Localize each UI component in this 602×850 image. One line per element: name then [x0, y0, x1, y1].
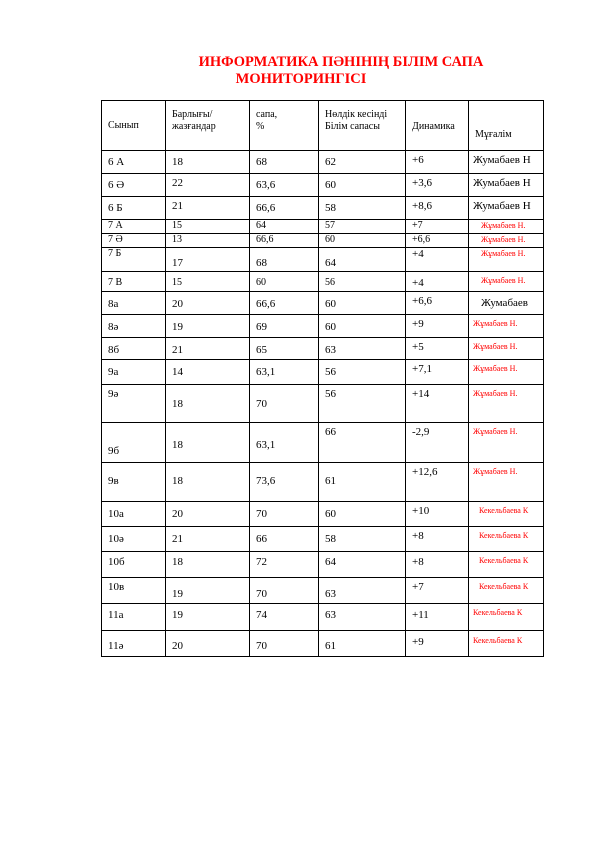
table-row — [102, 360, 544, 385]
cell-zero: 57 — [319, 220, 406, 234]
header-dynamics: Динамика — [406, 101, 469, 151]
cell-dynamics: +11 — [406, 604, 469, 631]
cell-quality: 64 — [250, 220, 319, 234]
cell-quality: 60 — [250, 272, 319, 292]
cell-quality: 63,1 — [250, 360, 319, 385]
cell-dynamics: +4 — [406, 248, 469, 272]
cell-class: 7 Б — [102, 248, 166, 272]
cell-total: 18 — [166, 151, 250, 174]
cell-zero: 64 — [319, 248, 406, 272]
cell-total: 20 — [166, 631, 250, 657]
title-line-1: ИНФОРМАТИКА ПӘНІНІҢ БІЛІМ САПА — [198, 54, 484, 70]
cell-quality: 63,1 — [250, 423, 319, 463]
cell-class: 6 Б — [102, 197, 166, 220]
cell-dynamics: +9 — [406, 315, 469, 338]
header-zero — [319, 101, 406, 151]
cell-zero: 60 — [319, 502, 406, 527]
header-row — [102, 101, 544, 151]
cell-total: 19 — [166, 578, 250, 604]
cell-zero: 60 — [319, 234, 406, 248]
cell-class: 9б — [102, 423, 166, 463]
cell-total: 22 — [166, 174, 250, 197]
table-row — [102, 527, 544, 552]
table-row — [102, 463, 544, 502]
title-line-2: МОНИТОРИНГІСІ — [235, 71, 367, 87]
cell-total: 19 — [166, 315, 250, 338]
cell-teacher: Жұмабаев Н. — [469, 463, 544, 502]
cell-teacher: Жұмабаев Н. — [469, 248, 544, 272]
cell-class: 11ә — [102, 631, 166, 657]
cell-dynamics: +3,6 — [406, 174, 469, 197]
cell-zero: 63 — [319, 338, 406, 360]
cell-zero: 60 — [319, 315, 406, 338]
cell-teacher: Жұмабаев Н. — [469, 338, 544, 360]
cell-class: 7 В — [102, 272, 166, 292]
cell-teacher: Жумабаев — [469, 292, 544, 315]
cell-zero: 64 — [319, 552, 406, 578]
cell-class: 9ә — [102, 385, 166, 423]
cell-zero: 58 — [319, 527, 406, 552]
cell-teacher: Жұмабаев Н. — [469, 234, 544, 248]
cell-teacher: Жумабаев Н — [469, 197, 544, 220]
cell-class: 10ә — [102, 527, 166, 552]
table-row — [102, 234, 544, 248]
cell-quality: 65 — [250, 338, 319, 360]
cell-dynamics: +9 — [406, 631, 469, 657]
cell-dynamics: +6 — [406, 151, 469, 174]
cell-class: 10в — [102, 578, 166, 604]
cell-dynamics: +4 — [406, 272, 469, 292]
cell-dynamics: +8 — [406, 552, 469, 578]
cell-total: 13 — [166, 234, 250, 248]
cell-zero: 60 — [319, 292, 406, 315]
cell-teacher: Жумабаев Н — [469, 174, 544, 197]
cell-dynamics: +7 — [406, 220, 469, 234]
cell-dynamics: +7 — [406, 578, 469, 604]
table-row — [102, 502, 544, 527]
header-total-line1: Барлығы/ — [172, 109, 213, 120]
cell-class: 10б — [102, 552, 166, 578]
header-class: Сынып — [102, 101, 166, 151]
cell-zero: 62 — [319, 151, 406, 174]
table-row — [102, 604, 544, 631]
cell-total: 17 — [166, 248, 250, 272]
table-row — [102, 151, 544, 174]
cell-quality: 72 — [250, 552, 319, 578]
cell-dynamics: +6,6 — [406, 234, 469, 248]
cell-quality: 70 — [250, 578, 319, 604]
header-quality — [250, 101, 319, 151]
cell-quality: 68 — [250, 151, 319, 174]
cell-class: 8ә — [102, 315, 166, 338]
cell-total: 18 — [166, 385, 250, 423]
header-zero-line2: Білім сапасы — [325, 121, 380, 132]
header-teacher: Мұғалім — [469, 101, 544, 151]
cell-dynamics: +10 — [406, 502, 469, 527]
cell-teacher: Жұмабаев Н. — [469, 220, 544, 234]
cell-zero: 63 — [319, 578, 406, 604]
header-quality-line1: сапа, — [256, 109, 278, 120]
header-quality-line2: % — [256, 121, 265, 132]
monitoring-table — [101, 100, 544, 657]
cell-dynamics: +8,6 — [406, 197, 469, 220]
cell-class: 9а — [102, 360, 166, 385]
cell-total: 18 — [166, 463, 250, 502]
cell-zero: 61 — [319, 631, 406, 657]
cell-total: 15 — [166, 220, 250, 234]
cell-quality: 73,6 — [250, 463, 319, 502]
header-zero-line1: Нөлдік кесінді — [325, 109, 388, 120]
cell-teacher: Жұмабаев Н. — [469, 272, 544, 292]
table-row — [102, 292, 544, 315]
cell-quality: 66,6 — [250, 234, 319, 248]
cell-zero: 56 — [319, 360, 406, 385]
cell-class: 10а — [102, 502, 166, 527]
table-row — [102, 338, 544, 360]
cell-teacher: Кекельбаева К — [469, 527, 544, 552]
table-row — [102, 423, 544, 463]
cell-quality: 63,6 — [250, 174, 319, 197]
document-title — [0, 54, 602, 88]
cell-dynamics: +6,6 — [406, 292, 469, 315]
table-row — [102, 578, 544, 604]
table-row — [102, 631, 544, 657]
cell-total: 21 — [166, 527, 250, 552]
cell-teacher: Жумабаев Н — [469, 151, 544, 174]
cell-quality: 68 — [250, 248, 319, 272]
cell-quality: 70 — [250, 385, 319, 423]
cell-class: 11а — [102, 604, 166, 631]
cell-teacher: Кекельбаева К — [469, 604, 544, 631]
cell-zero: 60 — [319, 174, 406, 197]
table-row — [102, 174, 544, 197]
cell-zero: 61 — [319, 463, 406, 502]
cell-quality: 66,6 — [250, 292, 319, 315]
table-row — [102, 197, 544, 220]
cell-quality: 74 — [250, 604, 319, 631]
cell-class: 9в — [102, 463, 166, 502]
cell-total: 20 — [166, 502, 250, 527]
table-row — [102, 272, 544, 292]
cell-class: 7 Ә — [102, 234, 166, 248]
cell-total: 15 — [166, 272, 250, 292]
cell-dynamics: -2,9 — [406, 423, 469, 463]
cell-quality: 70 — [250, 502, 319, 527]
cell-zero: 63 — [319, 604, 406, 631]
cell-quality: 70 — [250, 631, 319, 657]
cell-total: 20 — [166, 292, 250, 315]
cell-zero: 56 — [319, 272, 406, 292]
cell-total: 18 — [166, 423, 250, 463]
cell-class: 8а — [102, 292, 166, 315]
cell-quality: 66,6 — [250, 197, 319, 220]
cell-total: 21 — [166, 197, 250, 220]
cell-teacher: Кекельбаева К — [469, 578, 544, 604]
header-total — [166, 101, 250, 151]
table-row — [102, 315, 544, 338]
cell-quality: 66 — [250, 527, 319, 552]
cell-total: 18 — [166, 552, 250, 578]
table-row — [102, 248, 544, 272]
cell-dynamics: +12,6 — [406, 463, 469, 502]
cell-teacher: Кекельбаева К — [469, 502, 544, 527]
cell-dynamics: +14 — [406, 385, 469, 423]
cell-class: 8б — [102, 338, 166, 360]
table-row — [102, 552, 544, 578]
cell-zero: 58 — [319, 197, 406, 220]
cell-dynamics: +7,1 — [406, 360, 469, 385]
cell-teacher: Жұмабаев Н. — [469, 315, 544, 338]
cell-teacher: Жұмабаев Н. — [469, 423, 544, 463]
cell-total: 14 — [166, 360, 250, 385]
table-row — [102, 385, 544, 423]
cell-teacher: Кекельбаева К — [469, 631, 544, 657]
cell-quality: 69 — [250, 315, 319, 338]
cell-dynamics: +8 — [406, 527, 469, 552]
cell-total: 21 — [166, 338, 250, 360]
cell-teacher: Жұмабаев Н. — [469, 360, 544, 385]
cell-class: 6 А — [102, 151, 166, 174]
cell-zero: 56 — [319, 385, 406, 423]
table-row — [102, 220, 544, 234]
cell-zero: 66 — [319, 423, 406, 463]
cell-teacher: Кекельбаева К — [469, 552, 544, 578]
cell-dynamics: +5 — [406, 338, 469, 360]
header-total-line2: жазғандар — [172, 121, 216, 132]
cell-class: 6 Ә — [102, 174, 166, 197]
cell-total: 19 — [166, 604, 250, 631]
cell-teacher: Жұмабаев Н. — [469, 385, 544, 423]
cell-class: 7 А — [102, 220, 166, 234]
